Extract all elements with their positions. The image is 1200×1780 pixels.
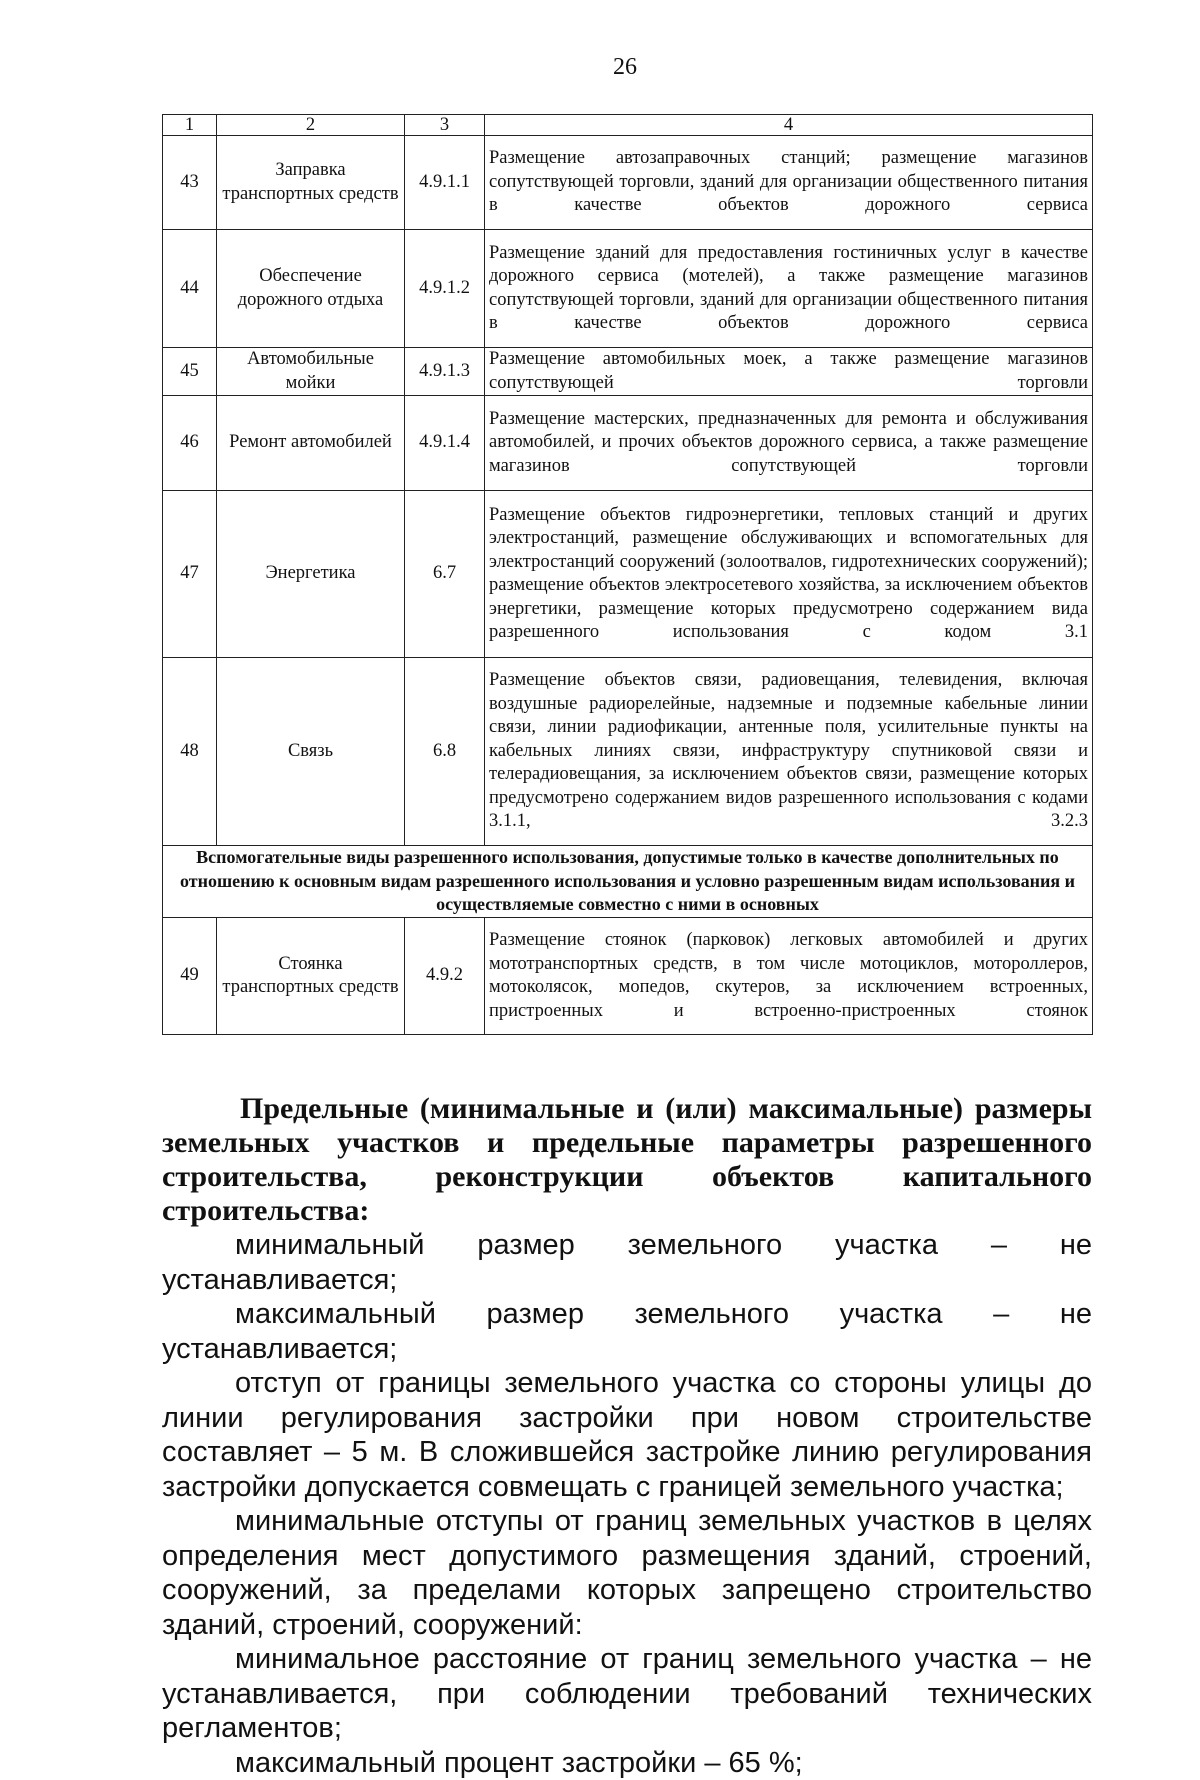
paragraph: минимальные отступы от границ земельных участков в целях определения мест допустимого размещения зданий, строений, сооружений, за пределами которых запрещено строительство зданий, строений, сооружений:	[162, 1504, 1092, 1642]
paragraph: отступ от границы земельного участка со стороны улицы до линии регулирования застройки при новом строительстве составляет – 5 м. В сложившейся застройке линию регулирования застройки допускается совмещать с границей земельного участка;	[162, 1366, 1092, 1504]
table-row	[163, 396, 1093, 491]
use-code: 4.9.1.1	[405, 136, 485, 230]
use-name: Заправка транспортных средств	[217, 136, 405, 230]
use-code: 4.9.1.3	[405, 348, 485, 396]
row-number: 48	[163, 658, 217, 846]
table-row	[163, 230, 1093, 348]
section-title: Вспомогательные виды разрешенного использования, допустимые только в качестве дополнительных по отношению к основным видам разрешенного использования и условно разрешенным видам использования и осуществляемые совместно с ними в основных	[163, 846, 1093, 918]
row-number: 43	[163, 136, 217, 230]
table-row	[163, 348, 1093, 396]
row-number: 44	[163, 230, 217, 348]
use-description: Размещение объектов связи, радиовещания, телевидения, включая воздушные радиорелейные, надземные и подземные кабельные линии связи, линии радиофикации, антенные поля, усилительные пункты на кабельных линиях связи, инфраструктуру спутниковой связи и телерадиовещания, за исключением объектов связи, размещение которых предусмотрено содержанием видов разрешенного использования с кодами 3.1.1, 3.2.3	[485, 658, 1093, 846]
use-name: Стоянка транспортных средств	[217, 918, 405, 1035]
table-header-row	[163, 115, 1093, 136]
table-row	[163, 918, 1093, 1035]
row-number: 49	[163, 918, 217, 1035]
use-code: 4.9.1.2	[405, 230, 485, 348]
regulations-text	[162, 1092, 1092, 1780]
row-number: 47	[163, 491, 217, 658]
row-number: 46	[163, 396, 217, 491]
header-cell: 1	[163, 115, 217, 136]
use-name: Автомобильные мойки	[217, 348, 405, 396]
use-name: Обеспечение дорожного отдыха	[217, 230, 405, 348]
table-row	[163, 491, 1093, 658]
page-number: 26	[0, 54, 1200, 81]
use-description: Размещение зданий для предоставления гостиничных услуг в качестве дорожного сервиса (мотелей), а также размещение магазинов сопутствующей торговли, зданий для организации общественного питания в качестве объектов дорожного сервиса	[485, 230, 1093, 348]
use-description: Размещение мастерских, предназначенных для ремонта и обслуживания автомобилей, и прочих объектов дорожного сервиса, а также размещение магазинов сопутствующей торговли	[485, 396, 1093, 491]
use-name: Ремонт автомобилей	[217, 396, 405, 491]
paragraph: минимальный размер земельного участка – не устанавливается;	[162, 1228, 1092, 1297]
use-description: Размещение объектов гидроэнергетики, тепловых станций и других электростанций, размещение обслуживающих и вспомогательных для электростанций сооружений (золоотвалов, гидротехнических сооружений); размещение объектов электросетевого хозяйства, за исключением объектов энергетики, размещение которых предусмотрено содержанием вида разрешенного использования с кодом 3.1	[485, 491, 1093, 658]
use-code: 6.8	[405, 658, 485, 846]
row-number: 45	[163, 348, 217, 396]
paragraph: максимальный процент застройки – 65 %;	[162, 1746, 1092, 1780]
header-cell: 4	[485, 115, 1093, 136]
section-row	[163, 846, 1093, 918]
use-code: 4.9.1.4	[405, 396, 485, 491]
table-row	[163, 658, 1093, 846]
use-description: Размещение автомобильных моек, а также размещение магазинов сопутствующей торговли	[485, 348, 1093, 396]
use-description: Размещение стоянок (парковок) легковых автомобилей и других мототранспортных средств, в том числе мотоциклов, мотороллеров, мотоколясок, мопедов, скутеров, за исключением встроенных, пристроенных и встроенно-пристроенных стоянок	[485, 918, 1093, 1035]
use-name: Связь	[217, 658, 405, 846]
regulations-heading: Предельные (минимальные и (или) максимальные) размеры земельных участков и предельные параметры разрешенного строительства, реконструкции объектов капитального строительства:	[162, 1092, 1092, 1228]
use-code: 4.9.2	[405, 918, 485, 1035]
use-code: 6.7	[405, 491, 485, 658]
paragraph: максимальный размер земельного участка – не устанавливается;	[162, 1297, 1092, 1366]
header-cell: 2	[217, 115, 405, 136]
use-name: Энергетика	[217, 491, 405, 658]
land-use-table	[162, 114, 1093, 1035]
paragraph: минимальное расстояние от границ земельного участка – не устанавливается, при соблюдении требований технических регламентов;	[162, 1642, 1092, 1746]
table-row	[163, 136, 1093, 230]
use-description: Размещение автозаправочных станций; размещение магазинов сопутствующей торговли, зданий для организации общественного питания в качестве объектов дорожного сервиса	[485, 136, 1093, 230]
header-cell: 3	[405, 115, 485, 136]
